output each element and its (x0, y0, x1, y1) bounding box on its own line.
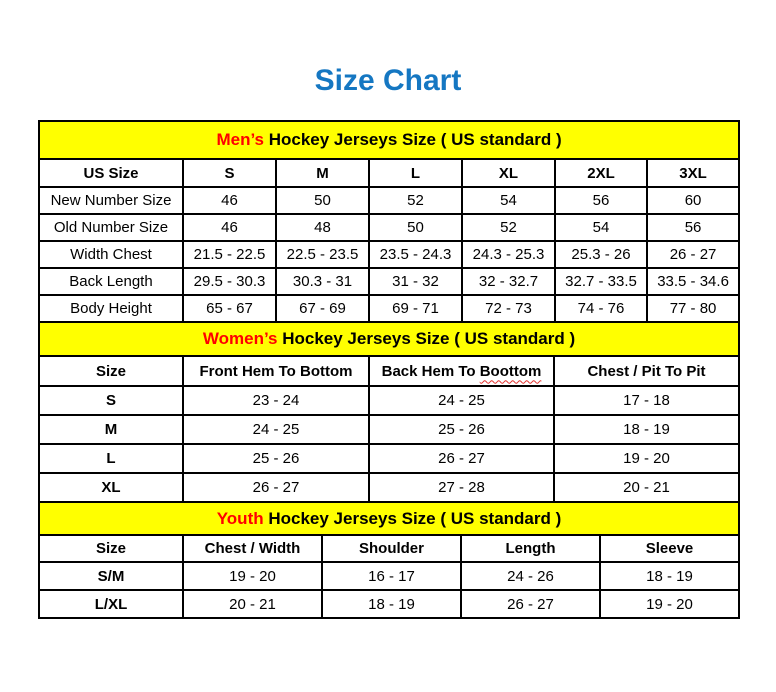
cell: 16 - 17 (322, 562, 461, 590)
youth-col-sleeve: Sleeve (600, 535, 739, 562)
youth-table-banner (39, 502, 739, 535)
womens-table-banner (39, 322, 739, 356)
youth-row-sm (39, 562, 739, 590)
mens-col-s: S (183, 159, 276, 187)
womens-banner-text: Hockey Jerseys Size ( US standard ) (277, 329, 576, 348)
cell: 18 - 19 (600, 562, 739, 590)
row-label: M (39, 415, 183, 444)
youth-col-size: Size (39, 535, 183, 562)
row-label: Back Length (39, 268, 183, 295)
mens-col-3xl: 3XL (647, 159, 739, 187)
mens-column-header-row (39, 159, 739, 187)
youth-col-shoulder: Shoulder (322, 535, 461, 562)
youth-table-banner-row (39, 502, 739, 535)
cell: 48 (276, 214, 369, 241)
mens-col-l: L (369, 159, 462, 187)
cell: 46 (183, 187, 276, 214)
cell: 26 - 27 (183, 473, 369, 502)
cell: 50 (369, 214, 462, 241)
womens-col-back-hem-text: Back Hem To (381, 362, 480, 380)
mens-col-2xl: 2XL (555, 159, 647, 187)
cell: 19 - 20 (183, 562, 322, 590)
size-chart-sheet (38, 120, 738, 619)
womens-row-l (39, 444, 739, 473)
youth-column-header-row (39, 535, 739, 562)
womens-banner-accent-text: Women’s (202, 329, 278, 348)
womens-size-table (38, 321, 740, 503)
cell: 19 - 20 (554, 444, 739, 473)
cell: 77 - 80 (647, 295, 739, 322)
womens-col-front-hem: Front Hem To Bottom (183, 356, 369, 386)
cell: 30.3 - 31 (276, 268, 369, 295)
womens-row-xl (39, 473, 739, 502)
youth-size-table (38, 501, 740, 619)
cell: 52 (462, 214, 555, 241)
cell: 54 (462, 187, 555, 214)
mens-row-back-length (39, 268, 739, 295)
youth-col-length: Length (461, 535, 600, 562)
womens-col-back-hem-misspelled-word: Boottom (479, 362, 542, 380)
mens-col-xl: XL (462, 159, 555, 187)
cell: 18 - 19 (322, 590, 461, 618)
row-label: Body Height (39, 295, 183, 322)
row-label: Width Chest (39, 241, 183, 268)
cell: 20 - 21 (554, 473, 739, 502)
cell: 32 - 32.7 (462, 268, 555, 295)
cell: 33.5 - 34.6 (647, 268, 739, 295)
womens-col-size: Size (39, 356, 183, 386)
cell: 32.7 - 33.5 (555, 268, 647, 295)
cell: 26 - 27 (461, 590, 600, 618)
cell: 24.3 - 25.3 (462, 241, 555, 268)
cell: 56 (555, 187, 647, 214)
cell: 21.5 - 22.5 (183, 241, 276, 268)
row-label: Old Number Size (39, 214, 183, 241)
mens-table-banner (39, 121, 739, 159)
cell: 18 - 19 (554, 415, 739, 444)
cell: 29.5 - 30.3 (183, 268, 276, 295)
cell: 25 - 26 (369, 415, 554, 444)
row-label: L (39, 444, 183, 473)
mens-row-old-number-size (39, 214, 739, 241)
mens-row-new-number-size (39, 187, 739, 214)
row-label: L/XL (39, 590, 183, 618)
cell: 72 - 73 (462, 295, 555, 322)
cell: 26 - 27 (369, 444, 554, 473)
mens-banner-text: Hockey Jerseys Size ( US standard ) (264, 130, 562, 149)
mens-row-body-height (39, 295, 739, 322)
mens-table-banner-row (39, 121, 739, 159)
cell: 74 - 76 (555, 295, 647, 322)
cell: 25 - 26 (183, 444, 369, 473)
cell: 24 - 26 (461, 562, 600, 590)
youth-banner-text: Hockey Jerseys Size ( US standard ) (263, 508, 562, 528)
cell: 31 - 32 (369, 268, 462, 295)
youth-banner-accent-text: Youth (216, 508, 264, 528)
womens-col-chest: Chest / Pit To Pit (554, 356, 739, 386)
youth-row-lxl (39, 590, 739, 618)
row-label: New Number Size (39, 187, 183, 214)
cell: 20 - 21 (183, 590, 322, 618)
mens-col-us-size: US Size (39, 159, 183, 187)
cell: 17 - 18 (554, 386, 739, 415)
cell: 24 - 25 (183, 415, 369, 444)
mens-size-table (38, 120, 740, 323)
womens-row-m (39, 415, 739, 444)
cell: 23 - 24 (183, 386, 369, 415)
row-label: XL (39, 473, 183, 502)
mens-row-width-chest (39, 241, 739, 268)
cell: 52 (369, 187, 462, 214)
row-label: S/M (39, 562, 183, 590)
womens-table-banner-row (39, 322, 739, 356)
cell: 23.5 - 24.3 (369, 241, 462, 268)
row-label: S (39, 386, 183, 415)
cell: 65 - 67 (183, 295, 276, 322)
mens-col-m: M (276, 159, 369, 187)
cell: 24 - 25 (369, 386, 554, 415)
cell: 69 - 71 (369, 295, 462, 322)
cell: 46 (183, 214, 276, 241)
cell: 67 - 69 (276, 295, 369, 322)
mens-banner-accent-text: Men’s (216, 130, 264, 149)
cell: 19 - 20 (600, 590, 739, 618)
cell: 26 - 27 (647, 241, 739, 268)
cell: 50 (276, 187, 369, 214)
womens-column-header-row (39, 356, 739, 386)
womens-col-back-hem (369, 356, 554, 386)
youth-col-chest-width: Chest / Width (183, 535, 322, 562)
page-title: Size Chart (314, 64, 462, 97)
cell: 60 (647, 187, 739, 214)
cell: 25.3 - 26 (555, 241, 647, 268)
womens-row-s (39, 386, 739, 415)
cell: 22.5 - 23.5 (276, 241, 369, 268)
cell: 27 - 28 (369, 473, 554, 502)
cell: 56 (647, 214, 739, 241)
cell: 54 (555, 214, 647, 241)
